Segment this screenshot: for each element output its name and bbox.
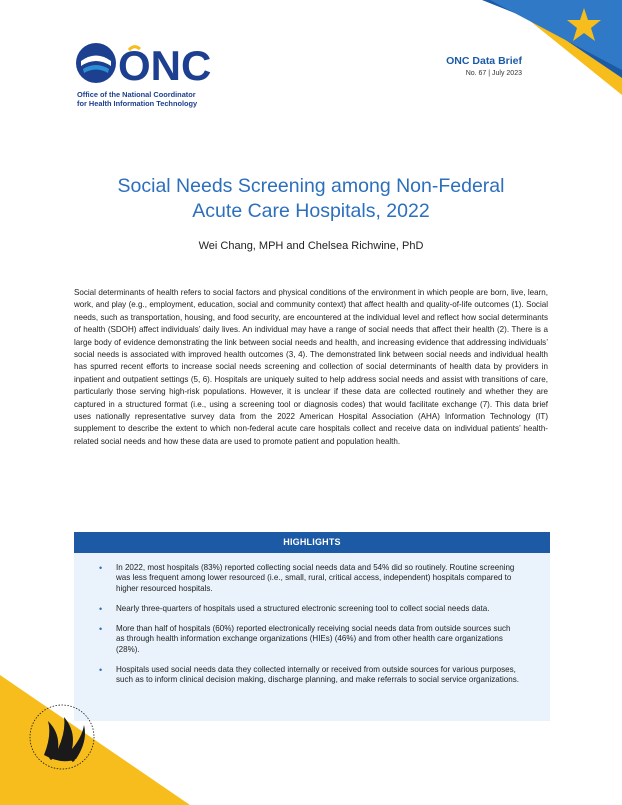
corner-star-decoration bbox=[482, 0, 622, 95]
authors: Wei Chang, MPH and Chelsea Richwine, PhD bbox=[198, 240, 424, 252]
intro-paragraph: Social determinants of health refers to social factors and physical conditions of the environment in which people are born, live, learn, work, and play (e.g., employment, education, social and community context) that affect health and quality-of-life outcomes (1). Social needs, such as transportation, housing, and food security, are encountered at the individual level and reflect how social determinants of health (SDOH) affect individuals’ daily lives. An individual may have a range of social needs that affect their health (2). There is a large body of evidence demonstrating the link between social needs and health, and increasing evidence that addressing individuals’ social needs is associated with improved health outcomes (3, 4). The demonstrated link between social needs and individual health has spurred recent efforts to increase social needs screening and collection of social determinants of health data by providers in inpatient and outpatient settings (5, 6). Hospitals are uniquely suited to help address social needs and assist with transitions of care, particularly those serving high-risk populations. However, it is unclear if these data are collected routinely and whether they are captured in a structured format (i.e., using a screening tool or diagnosis codes) that would facilitate exchange (7). This data brief uses nationally representative survey data from the 2022 American Hospital Association (AHA) Information Technology (IT) supplement to describe the extent to which non-federal acute care hospitals collect and receive data on individual patients’ health-related social needs and how these data are used to promote patient and population health. bbox=[74, 288, 548, 446]
logo-wordmark: ONC bbox=[118, 42, 212, 89]
highlight-text: Hospitals used social needs data they collected internally or received from outside sources for various purposes, such as to inform clinical decision making, discharge planning, and make referrals to social service organizations. bbox=[116, 665, 519, 685]
logo-subtitle bbox=[77, 90, 197, 108]
highlight-item bbox=[99, 624, 520, 655]
bullet-icon: • bbox=[99, 665, 103, 676]
bullet-icon: • bbox=[99, 603, 103, 614]
title-line-2: Acute Care Hospitals, 2022 bbox=[192, 200, 430, 222]
highlights-list bbox=[74, 553, 550, 686]
corner-seal-decoration bbox=[0, 675, 190, 805]
logo-subtitle-line1: Office of the National Coordinator bbox=[77, 90, 196, 99]
document-title bbox=[0, 174, 622, 224]
title-line-1: Social Needs Screening among Non-Federal bbox=[117, 175, 505, 197]
bullet-icon: • bbox=[99, 624, 103, 635]
highlight-item bbox=[99, 603, 520, 614]
highlight-text: In 2022, most hospitals (83%) reported collecting social needs data and 54% did so routinely. Routine screening was less frequent among lower resourced (i.e., small, rural, critical access, independent) hospitals compared to higher resourced hospitals. bbox=[116, 563, 515, 593]
brief-title: ONC Data Brief bbox=[446, 55, 522, 67]
highlight-item bbox=[99, 563, 520, 594]
logo-subtitle-line2: for Health Information Technology bbox=[77, 99, 198, 108]
onc-logo-mark bbox=[74, 40, 212, 89]
brief-issue: No. 67 | July 2023 bbox=[465, 70, 522, 77]
highlight-text: More than half of hospitals (60%) reported electronically receiving social needs data from outside sources such as through health information exchange organizations (HIEs) (46%) and from other health care organizations (28%). bbox=[116, 624, 511, 654]
brief-header bbox=[446, 55, 522, 77]
onc-logo bbox=[74, 40, 254, 120]
bullet-icon: • bbox=[99, 563, 103, 573]
highlights-heading: HIGHLIGHTS bbox=[74, 532, 550, 553]
highlight-text: Nearly three-quarters of hospitals used a structured electronic screening tool to collect social needs data. bbox=[116, 603, 490, 613]
